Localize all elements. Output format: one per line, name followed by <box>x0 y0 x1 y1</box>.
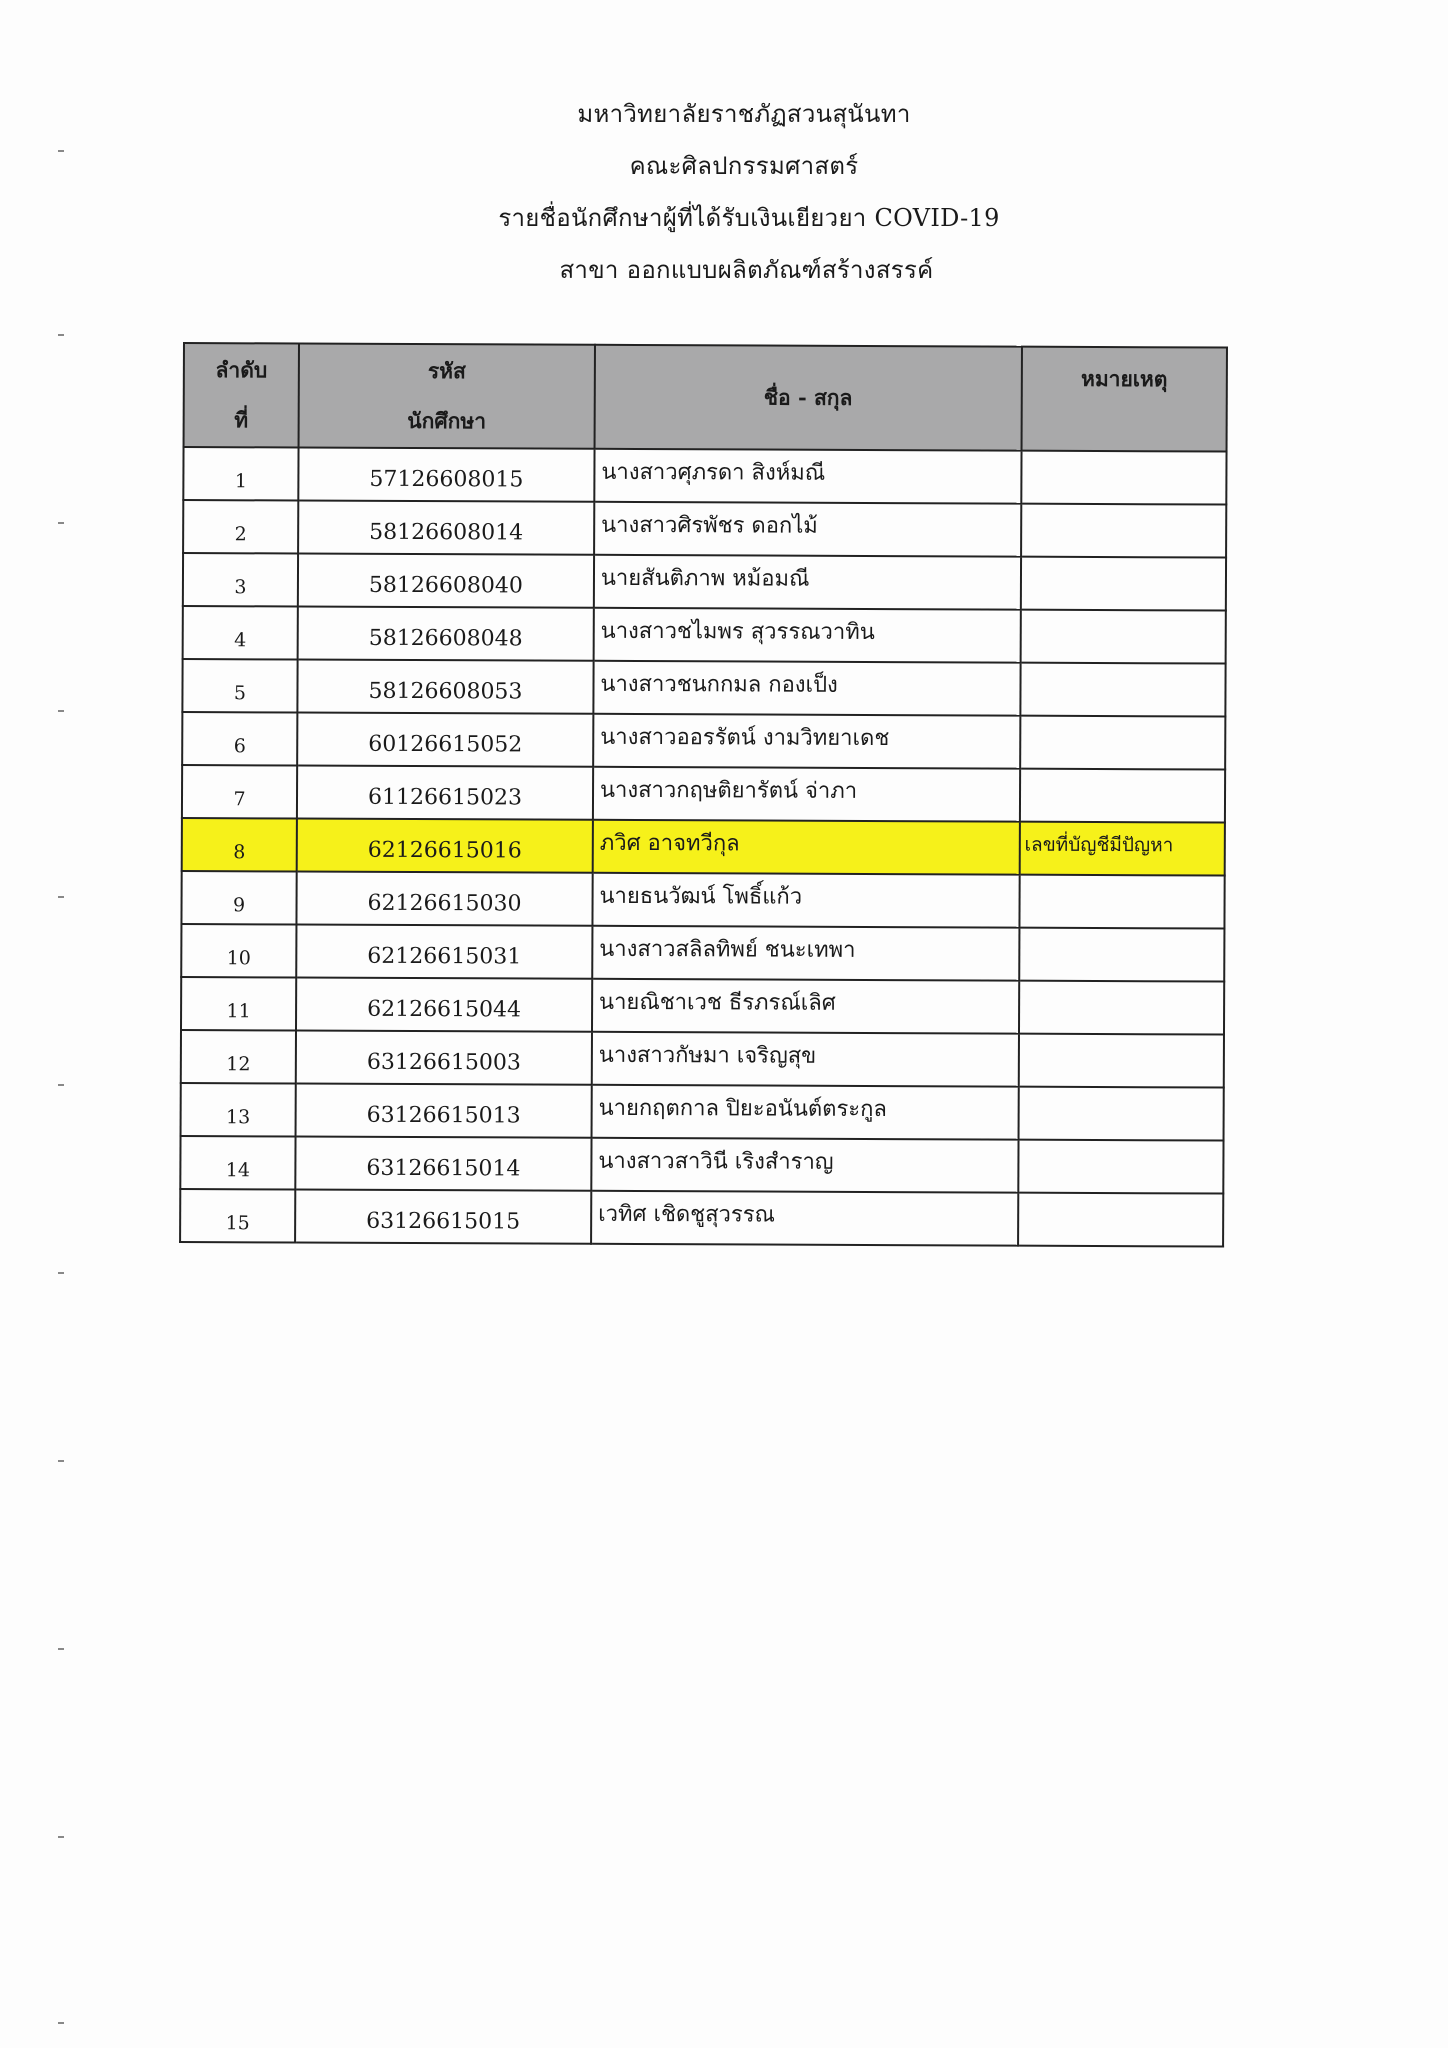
cell-number-text: 4 <box>234 628 247 651</box>
cell-name <box>593 714 1020 769</box>
cell-note-text <box>1020 887 1024 909</box>
cell-name-text: ภวิศ อาจทวีกุล <box>599 830 740 857</box>
cell-number <box>181 977 296 1031</box>
cell-student-id <box>297 819 593 873</box>
cell-note-text <box>1021 675 1025 697</box>
document-header <box>0 88 1448 296</box>
cell-note <box>1020 610 1225 664</box>
cell-note <box>1020 663 1225 717</box>
cell-name <box>591 1191 1018 1246</box>
scan-mark <box>58 1084 64 1086</box>
scan-mark <box>58 710 64 712</box>
cell-note-text: เลขที่บัญชีมีปัญหา <box>1024 833 1174 856</box>
cell-note <box>1019 875 1224 929</box>
program-name: สาขา ออกแบบผลิตภัณฑ์สร้างสรรค์ <box>559 256 934 284</box>
cell-student-id <box>297 872 593 926</box>
cell-number-text: 5 <box>233 681 247 704</box>
cell-student-id-text: 63126615015 <box>366 1208 521 1235</box>
cell-name <box>594 555 1021 610</box>
table-row <box>183 553 1226 611</box>
table-row <box>183 500 1226 558</box>
column-header-number <box>184 343 300 448</box>
table-row <box>182 818 1225 876</box>
cell-note <box>1021 557 1226 611</box>
scan-mark <box>58 334 64 336</box>
table-row <box>181 1083 1224 1141</box>
cell-note-text <box>1021 728 1025 750</box>
cell-note <box>1019 981 1224 1035</box>
student-roster-table <box>179 342 1228 1248</box>
cell-note <box>1018 1193 1223 1247</box>
cell-student-id <box>296 978 592 1032</box>
cell-note <box>1021 451 1226 505</box>
cell-name-text: นายธนวัฒน์ โพธิ์แก้ว <box>599 883 803 910</box>
cell-number-text: 10 <box>226 946 251 969</box>
cell-number <box>183 500 298 554</box>
column-header-number-line2: ที่ <box>234 406 249 432</box>
cell-note-text <box>1019 1152 1023 1174</box>
cell-number <box>183 553 298 607</box>
cell-number <box>182 765 297 819</box>
cell-note-text <box>1022 463 1026 485</box>
cell-number-text: 8 <box>233 840 246 863</box>
cell-note-text <box>1020 993 1024 1015</box>
cell-note-text <box>1021 781 1025 803</box>
cell-name <box>594 608 1021 663</box>
cell-name <box>592 873 1019 928</box>
cell-number <box>180 1189 295 1243</box>
cell-student-id <box>297 766 593 820</box>
cell-student-id <box>297 713 593 767</box>
cell-name-text: นางสาวกัษมา เจริญสุข <box>598 1042 817 1069</box>
cell-number <box>182 659 297 713</box>
cell-name-text: นางสาวออรรัตน์ งามวิทยาเดช <box>600 724 890 752</box>
column-header-note-label: หมายเหตุ <box>1080 365 1168 392</box>
cell-name-text: นางสาวชไมพร สุวรรณวาทิน <box>600 618 875 646</box>
table-body <box>180 447 1226 1247</box>
cell-name <box>592 979 1019 1034</box>
cell-note <box>1019 822 1224 876</box>
cell-number <box>183 606 298 660</box>
cell-student-id-text: 62126615016 <box>367 837 522 864</box>
cell-note <box>1019 928 1224 982</box>
cell-note-text <box>1019 1099 1023 1121</box>
cell-student-id-text: 62126615031 <box>367 943 522 970</box>
table-row <box>180 1189 1223 1247</box>
cell-student-id-text: 58126608053 <box>368 678 523 705</box>
cell-student-id <box>298 554 594 608</box>
cell-name-text: นายกฤตกาล ปิยะอนันต์ตระกูล <box>598 1095 887 1123</box>
column-header-name <box>594 345 1021 451</box>
cell-name-text: นายณิชาเวช ธีรภรณ์เลิศ <box>599 989 836 1016</box>
cell-name <box>593 820 1020 875</box>
column-header-id-line2: นักศึกษา <box>407 407 487 433</box>
cell-number <box>181 924 296 978</box>
cell-number <box>183 447 298 501</box>
cell-student-id-text: 58126608048 <box>368 625 523 652</box>
cell-number <box>181 871 296 925</box>
cell-name-text: เวทิศ เชิดชูสุวรรณ <box>598 1201 776 1228</box>
table-row <box>182 712 1225 770</box>
cell-student-id <box>296 925 592 979</box>
cell-number-text: 12 <box>226 1052 251 1075</box>
table-row <box>182 659 1225 717</box>
cell-number <box>182 712 297 766</box>
cell-name-text: นางสาวสาวินี เริงสำราญ <box>598 1148 834 1175</box>
cell-student-id-text: 62126615030 <box>367 890 522 917</box>
cell-number-text: 7 <box>233 787 246 810</box>
university-name: มหาวิทยาลัยราชภัฏสวนสุนันทา <box>577 100 911 128</box>
cell-student-id-text: 57126608015 <box>369 466 524 493</box>
scan-mark <box>58 2022 64 2024</box>
cell-number-text: 11 <box>226 999 251 1022</box>
cell-number <box>181 1030 296 1084</box>
cell-student-id <box>296 1030 592 1084</box>
scan-mark <box>58 896 64 898</box>
document-title: รายชื่อนักศึกษาผู้ที่ได้รับเงินเยียวยา COVID-19 <box>498 204 1000 232</box>
cell-note <box>1019 1034 1224 1088</box>
cell-name <box>591 1085 1018 1140</box>
cell-number-text: 6 <box>233 734 246 757</box>
table-row <box>181 977 1224 1035</box>
cell-note <box>1021 504 1226 558</box>
cell-student-id-text: 63126615013 <box>366 1102 521 1129</box>
cell-student-id <box>295 1189 591 1243</box>
cell-number-text: 3 <box>234 575 247 598</box>
table-row <box>181 1030 1224 1088</box>
table-row <box>183 606 1226 664</box>
cell-note-text <box>1022 516 1026 538</box>
cell-student-id <box>295 1136 591 1190</box>
scan-mark <box>58 1272 64 1274</box>
cell-student-id <box>297 660 593 714</box>
cell-number-text: 2 <box>234 522 247 545</box>
cell-student-id-text: 63126615014 <box>366 1155 521 1182</box>
cell-student-id-text: 62126615044 <box>367 996 522 1023</box>
cell-note <box>1020 716 1225 770</box>
cell-student-id-text: 58126608014 <box>369 519 524 546</box>
cell-note-text <box>1020 1046 1024 1068</box>
cell-note-text <box>1021 622 1025 644</box>
cell-name <box>594 502 1021 557</box>
cell-name <box>594 449 1021 504</box>
cell-name <box>592 926 1019 981</box>
cell-note <box>1020 769 1225 823</box>
cell-number-text: 1 <box>234 469 248 492</box>
cell-student-id <box>298 607 594 661</box>
scan-mark <box>58 1836 64 1838</box>
cell-student-id <box>298 501 594 555</box>
cell-student-id <box>298 448 594 502</box>
cell-name <box>592 1032 1019 1087</box>
cell-note-text <box>1020 940 1024 962</box>
cell-number-text: 14 <box>225 1158 251 1181</box>
scan-mark <box>58 1460 64 1462</box>
cell-number <box>180 1136 295 1190</box>
cell-note-text <box>1019 1205 1023 1227</box>
scan-mark <box>58 1648 64 1650</box>
table-header-row <box>184 343 1227 452</box>
table-row <box>183 447 1226 505</box>
cell-student-id-text: 60126615052 <box>368 731 523 758</box>
cell-number-text: 13 <box>226 1105 251 1128</box>
scan-mark <box>58 522 64 524</box>
cell-note <box>1018 1140 1223 1194</box>
cell-name <box>591 1138 1018 1193</box>
cell-name-text: นางสาวชนกกมล กองเป็ง <box>600 671 838 698</box>
table-row <box>182 765 1225 823</box>
table-row <box>181 924 1224 982</box>
cell-name <box>593 767 1020 822</box>
cell-number-text: 9 <box>232 893 246 916</box>
table-row <box>180 1136 1223 1194</box>
cell-name <box>593 661 1020 716</box>
column-header-id-line1: รหัส <box>427 357 466 383</box>
column-header-number-line1: ลำดับ <box>215 356 268 382</box>
cell-name-text: นางสาวกฤษติยารัตน์ จ่าภา <box>599 777 858 804</box>
column-header-name-label: ชื่อ - สกุล <box>763 384 853 410</box>
cell-name-text: นางสาวศุภรดา สิงห์มณี <box>601 459 826 486</box>
cell-number <box>181 1083 296 1137</box>
cell-name-text: นางสาวศิรพัชร ดอกไม้ <box>601 512 818 539</box>
cell-student-id-text: 61126615023 <box>367 784 523 811</box>
cell-note <box>1018 1087 1223 1141</box>
column-header-note <box>1021 347 1227 452</box>
column-header-student-id <box>299 344 595 449</box>
cell-number-text: 15 <box>225 1211 250 1234</box>
table-row <box>181 871 1224 929</box>
cell-name-text: นางสาวสลิลทิพย์ ชนะเทพา <box>599 936 856 963</box>
cell-student-id <box>296 1083 592 1137</box>
cell-student-id-text: 58126608040 <box>368 572 523 599</box>
cell-number <box>182 818 297 872</box>
faculty-name: คณะศิลปกรรมศาสตร์ <box>629 152 859 180</box>
cell-student-id-text: 63126615003 <box>366 1049 521 1076</box>
cell-note-text <box>1022 569 1026 591</box>
cell-name-text: นายสันติภาพ หม้อมณี <box>600 565 810 592</box>
